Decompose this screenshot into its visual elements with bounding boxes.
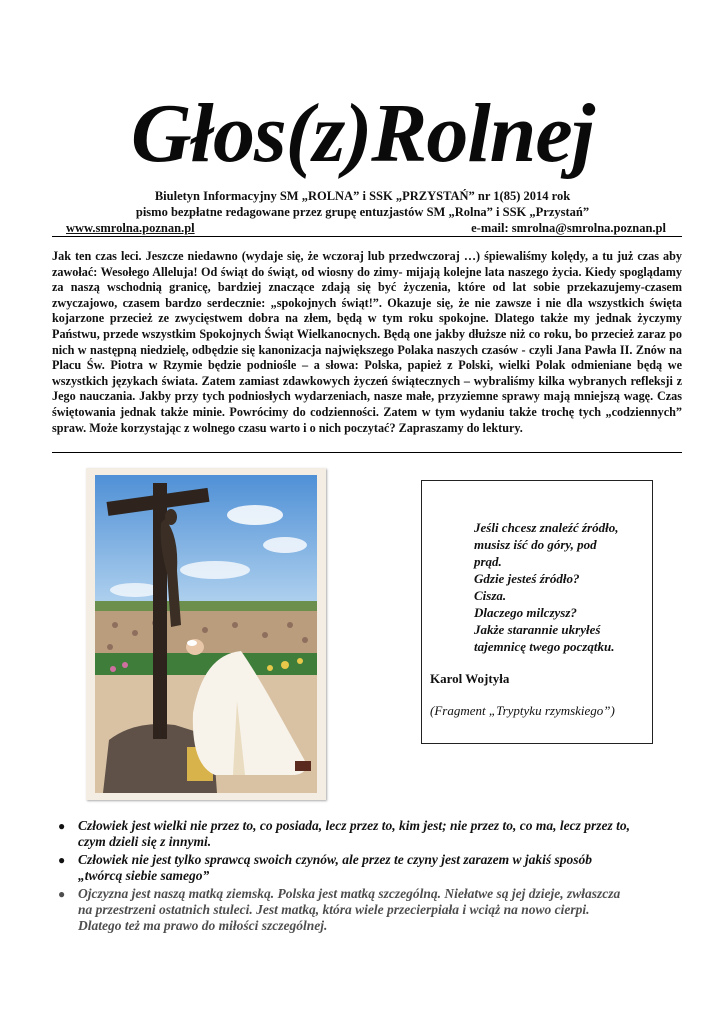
quote-item <box>58 886 698 934</box>
poem-line: Gdzie jesteś źródło? <box>474 571 580 586</box>
quote-line: na przestrzeni ostatnich stuleci. Jest matką, która wiele przecierpiała i wciąż na nowo cierpi. <box>78 902 590 917</box>
intro-divider <box>52 452 682 453</box>
quotes-list <box>58 818 698 936</box>
poem-line: Cisza. <box>474 588 507 603</box>
quote-item <box>58 852 698 884</box>
poem-box <box>421 480 653 744</box>
poem-text <box>474 519 649 655</box>
newsletter-title: Głos(z)Rolnej <box>130 87 595 180</box>
bullet-icon: ● <box>58 819 66 833</box>
pope-photo <box>86 468 326 800</box>
quote-line: Ojczyzna jest naszą matką ziemską. Polska jest matką szczególną. Niełatwe są jej dzieje, zwłaszcza <box>78 886 621 901</box>
quote-line: czym dzieli się z innymi. <box>78 834 212 849</box>
quote-line: Człowiek nie jest tylko sprawcą swoich czynów, ale przez te czyny jest zarazem w jakiś sposób <box>78 852 593 867</box>
poem-line: Dlaczego milczysz? <box>474 605 577 620</box>
poem-line: Jeśli chcesz znaleźć źródło, <box>474 520 619 535</box>
website-link[interactable]: www.smrolna.poznan.pl <box>66 221 195 235</box>
poem-line: tajemnicę twego początku. <box>474 639 615 654</box>
quote-item <box>58 818 698 850</box>
bullet-icon: ● <box>58 853 66 867</box>
poem-source: (Fragment „Tryptyku rzymskiego”) <box>430 703 615 718</box>
pope-at-cross-image <box>95 475 317 793</box>
poem-author: Karol Wojtyła <box>430 671 510 686</box>
contact-line <box>66 221 666 235</box>
poem-line: musisz iść do góry, pod <box>474 537 597 552</box>
header-divider <box>52 236 682 237</box>
bullet-icon: ● <box>58 887 66 901</box>
quote-line: „twórcą siebie samego” <box>78 868 210 883</box>
quote-line: Dlatego też ma prawo do miłości szczególnej. <box>78 918 328 933</box>
quote-line: Człowiek jest wielki nie przez to, co posiada, lecz przez to, kim jest; nie przez to, co ma, lecz przez to, <box>78 818 630 833</box>
poem-line: Jakże starannie ukryłeś <box>474 622 601 637</box>
intro-paragraph: Jak ten czas leci. Jeszcze niedawno (wydaje się, że wczoraj lub przedwczoraj …) śpiewaliśmy kolędy, a tu już czas aby zawołać: Wesołego Alleluja! Od świąt do świąt, od wiosny do zimy- mijają kolejne lata naszego życia. Kiedy spoglądamy za naszą wschodnią granicę, bardziej znaczące zdają się być życzenia, które od lat sobie przekazujemy-czasem zwyczajowo, czasem bardzo serdecznie: „spokojnych świąt!”. Okazuje się, że nie zawsze i nie dla wszystkich święta kojarzone przecież ze zwycięstwem dobra na złem, będą w tym roku spokojne. Dlatego także my jednak życzymy Państwu, przede wszystkim Spokojnych Świąt Wielkanocnych. Będą one jakby dłuższe niż co roku, bo przecież zaraz po nich w następną niedzielę, odbędzie się kanonizacja największego Polaka naszych czasów - czyli Jana Pawła II. Znów na Placu Św. Piotra w Rzymie będzie podniośle – a słowa: Polska, papież z Polski, wielki Polak odmieniane będą we wszystkich językach świata. Zatem zamiast zdawkowych życzeń świątecznych – wybraliśmy kilka wybranych refleksji z Jego nauczania. Jakby przy tych podniosłych wydarzeniach, nasze małe, przyziemne sprawy mają mniejszą wagę. Czas świętowania jednak także minie. Powrócimy do codzienności. Zatem w tym wydaniu także trochę tych „codziennych” spraw. Może korzystając z wolnego czasu warto i o nich poczytać? Zapraszamy do lektury. <box>52 249 682 435</box>
subtitle-issue-line: Biuletyn Informacyjny SM „ROLNA” i SSK „PRZYSTAŃ” nr 1(85) 2014 rok <box>154 189 571 203</box>
poem-line: prąd. <box>474 554 502 569</box>
email-link[interactable]: e-mail: smrolna@smrolna.poznan.pl <box>471 221 666 235</box>
subtitle-editors-line: pismo bezpłatne redagowane przez grupę entuzjastów SM „Rolna” i SSK „Przystań” <box>135 205 590 219</box>
